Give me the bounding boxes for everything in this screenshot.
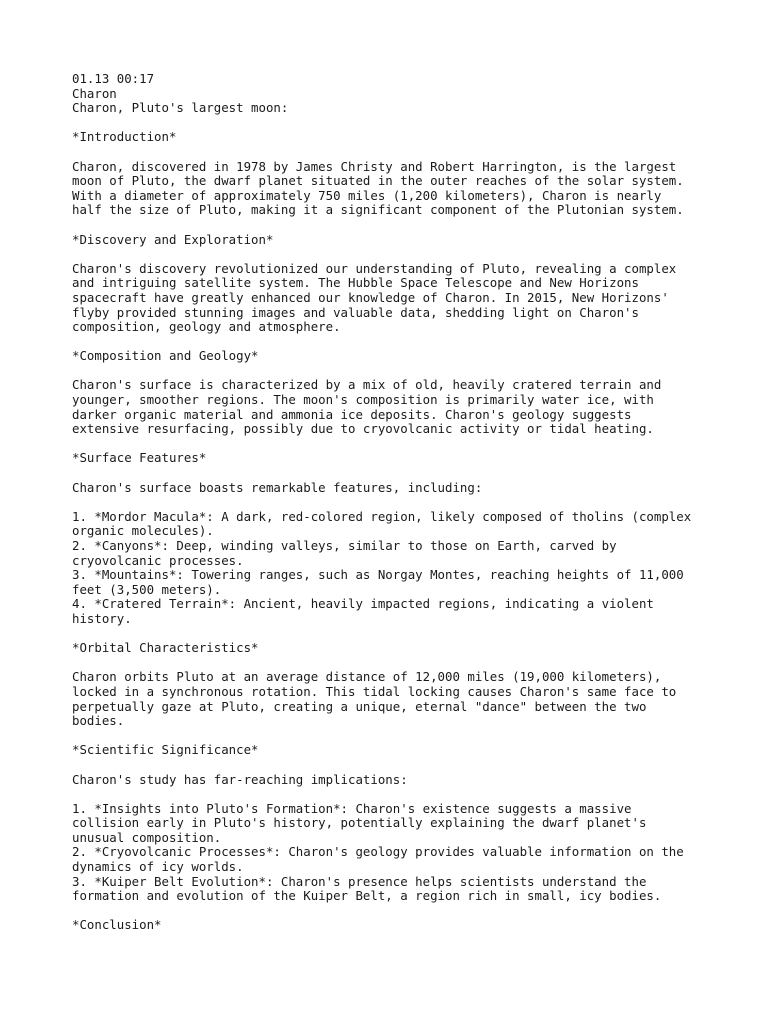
text-line: cryovolcanic processes. bbox=[72, 552, 244, 568]
paragraph bbox=[72, 510, 712, 627]
blank-line bbox=[72, 364, 712, 379]
text-line: Charon's surface is characterized by a mix of old, heavily cratered terrain and bbox=[72, 377, 662, 393]
paragraph bbox=[72, 802, 712, 904]
blank-line bbox=[72, 904, 712, 919]
section-heading: *Composition and Geology* bbox=[72, 348, 259, 364]
text-line: Charon's discovery revolutionized our understanding of Pluto, revealing a complex bbox=[72, 260, 677, 276]
document-page bbox=[72, 72, 712, 933]
section-heading: *Introduction* bbox=[72, 129, 177, 145]
blank-line bbox=[72, 656, 712, 671]
paragraph bbox=[72, 670, 712, 728]
text-line: Charon's surface boasts remarkable features, including: bbox=[72, 479, 483, 495]
timestamp: 01.13 00:17 bbox=[72, 71, 155, 86]
text-line: 2. *Cryovolcanic Processes*: Charon's geology provides valuable information on the bbox=[72, 844, 684, 860]
text-line: 3. *Mountains*: Towering ranges, such as Norgay Montes, reaching heights of 11,000 bbox=[72, 567, 684, 583]
text-line: history. bbox=[72, 610, 132, 626]
text-line: bodies. bbox=[72, 713, 125, 729]
text-line: unusual composition. bbox=[72, 829, 222, 845]
blank-line bbox=[72, 247, 712, 262]
blank-line bbox=[72, 218, 712, 233]
text-line: 3. *Kuiper Belt Evolution*: Charon's presence helps scientists understand the bbox=[72, 873, 647, 889]
section-heading: *Surface Features* bbox=[72, 450, 207, 466]
text-line: organic molecules). bbox=[72, 523, 214, 539]
text-line: collision early in Pluto's history, potentially explaining the dwarf planet's bbox=[72, 815, 647, 831]
blank-line bbox=[72, 495, 712, 510]
document-body bbox=[72, 116, 712, 933]
text-line: spacecraft have greatly enhanced our knowledge of Charon. In 2015, New Horizons' bbox=[72, 289, 669, 305]
blank-line bbox=[72, 116, 712, 131]
section-heading: *Conclusion* bbox=[72, 917, 162, 933]
text-line: Charon orbits Pluto at an average distance of 12,000 miles (19,000 kilometers), bbox=[72, 669, 662, 685]
text-line: perpetually gaze at Pluto, creating a unique, eternal "dance" between the two bbox=[72, 698, 647, 714]
text-line: 1. *Mordor Macula*: A dark, red-colored region, likely composed of tholins (complex bbox=[72, 508, 692, 524]
text-line: younger, smoother regions. The moon's composition is primarily water ice, with bbox=[72, 392, 654, 408]
blank-line bbox=[72, 335, 712, 350]
paragraph bbox=[72, 773, 712, 788]
text-line: formation and evolution of the Kuiper Belt, a region rich in small, icy bodies. bbox=[72, 888, 662, 904]
blank-line bbox=[72, 787, 712, 802]
blank-line bbox=[72, 466, 712, 481]
text-line: 1. *Insights into Pluto's Formation*: Charon's existence suggests a massive bbox=[72, 800, 632, 816]
text-line: feet (3,500 meters). bbox=[72, 581, 222, 597]
text-line: half the size of Pluto, making it a significant component of the Plutonian system. bbox=[72, 202, 684, 218]
blank-line bbox=[72, 758, 712, 773]
text-line: With a diameter of approximately 750 miles (1,200 kilometers), Charon is nearly bbox=[72, 187, 662, 203]
blank-line bbox=[72, 627, 712, 642]
text-line: 2. *Canyons*: Deep, winding valleys, similar to those on Earth, carved by bbox=[72, 538, 617, 553]
text-line: flyby provided stunning images and valuable data, shedding light on Charon's bbox=[72, 304, 639, 320]
document-subtitle: Charon, Pluto's largest moon: bbox=[72, 100, 289, 116]
text-line: 4. *Cratered Terrain*: Ancient, heavily impacted regions, indicating a violent bbox=[72, 596, 654, 612]
blank-line bbox=[72, 437, 712, 452]
section-heading: *Scientific Significance* bbox=[72, 742, 259, 758]
text-line: Charon's study has far-reaching implications: bbox=[72, 771, 408, 787]
text-line: Charon, discovered in 1978 by James Christy and Robert Harrington, is the largest bbox=[72, 158, 677, 174]
text-line: locked in a synchronous rotation. This tidal locking causes Charon's same face to bbox=[72, 683, 677, 699]
document-title: Charon bbox=[72, 85, 117, 101]
paragraph bbox=[72, 481, 712, 496]
text-line: composition, geology and atmosphere. bbox=[72, 319, 341, 335]
section-heading: *Discovery and Exploration* bbox=[72, 231, 274, 247]
text-line: dynamics of icy worlds. bbox=[72, 859, 244, 875]
blank-line bbox=[72, 729, 712, 744]
text-line: and intriguing satellite system. The Hubble Space Telescope and New Horizons bbox=[72, 275, 639, 291]
text-line: darker organic material and ammonia ice deposits. Charon's geology suggests bbox=[72, 406, 632, 422]
paragraph bbox=[72, 378, 712, 436]
text-line: extensive resurfacing, possibly due to cryovolcanic activity or tidal heating. bbox=[72, 421, 654, 437]
paragraph bbox=[72, 262, 712, 335]
section-heading: *Orbital Characteristics* bbox=[72, 640, 259, 656]
blank-line bbox=[72, 145, 712, 160]
paragraph bbox=[72, 160, 712, 218]
text-line: moon of Pluto, the dwarf planet situated in the outer reaches of the solar system. bbox=[72, 173, 684, 189]
